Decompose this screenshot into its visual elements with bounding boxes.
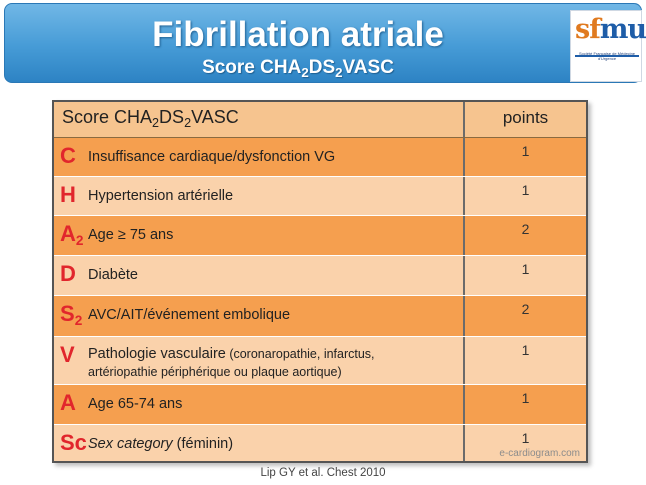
table-row bbox=[54, 138, 586, 177]
watermark: e-cardiogram.com bbox=[499, 448, 580, 459]
row-points: 1 bbox=[521, 390, 530, 406]
row-description: Diabète bbox=[88, 267, 138, 283]
row-criterion-cell bbox=[54, 216, 465, 255]
row-criterion-cell bbox=[54, 385, 465, 424]
header-points-label: points bbox=[502, 108, 549, 127]
table-row bbox=[54, 296, 586, 337]
row-criterion-cell bbox=[54, 337, 465, 384]
table-row bbox=[54, 216, 586, 256]
row-criterion-cell bbox=[54, 425, 465, 461]
row-letter: $S_2$ bbox=[60, 301, 83, 329]
row-description: AVC/AIT/événement embolique bbox=[88, 307, 291, 323]
score-table bbox=[52, 100, 588, 463]
row-points: 1 bbox=[521, 342, 530, 358]
row-points: 2 bbox=[521, 221, 530, 237]
table-header-row bbox=[54, 102, 586, 138]
table-row bbox=[54, 425, 586, 461]
row-criterion-cell bbox=[54, 256, 465, 295]
table-row bbox=[54, 337, 586, 385]
row-criterion-cell bbox=[54, 296, 465, 336]
row-points: 1 bbox=[521, 182, 530, 198]
title-banner bbox=[4, 3, 646, 83]
table-row bbox=[54, 177, 586, 216]
sfmu-logo bbox=[570, 10, 646, 82]
row-letter: A bbox=[60, 390, 76, 415]
row-criterion-cell bbox=[54, 177, 465, 215]
row-description: Pathologie vasculaire (coronaropathie, infarctus, artériopathie périphérique ou plaque aortique) bbox=[88, 346, 375, 379]
slide-subtitle: Score $CHA_2DS_2VASC$ bbox=[202, 57, 394, 80]
citation: Lip GY et al. Chest 2010 bbox=[260, 467, 386, 479]
row-description: Sex category (féminin) bbox=[88, 436, 234, 452]
row-letter: D bbox=[60, 261, 76, 286]
row-description: Age ≥ 75 ans bbox=[88, 227, 174, 243]
logo-tagline: Société Française de Médecine d'Urgence bbox=[578, 51, 636, 61]
row-letter: Sc bbox=[60, 430, 87, 455]
header-score-cell bbox=[54, 102, 465, 137]
header-score-label: Score $CHA_2DS_2VASC$ bbox=[62, 107, 239, 130]
row-description: Age 65-74 ans bbox=[88, 396, 183, 412]
row-points: 2 bbox=[521, 301, 530, 317]
row-letter: H bbox=[60, 182, 76, 207]
table-row bbox=[54, 256, 586, 296]
row-points: 1 bbox=[521, 261, 530, 277]
logo-wordmark: sfmu bbox=[575, 14, 646, 45]
row-letter: V bbox=[60, 342, 75, 367]
row-criterion-cell bbox=[54, 138, 465, 176]
table-row bbox=[54, 385, 586, 425]
row-description: Insuffisance cardiaque/dysfonction VG bbox=[88, 149, 336, 165]
row-letter: C bbox=[60, 143, 76, 168]
row-points: 1 bbox=[521, 143, 530, 159]
row-letter: $A_2$ bbox=[60, 221, 84, 249]
row-points: 1 bbox=[521, 430, 530, 446]
slide-title: Fibrillation atriale bbox=[152, 15, 444, 54]
row-description: Hypertension artérielle bbox=[88, 188, 234, 204]
